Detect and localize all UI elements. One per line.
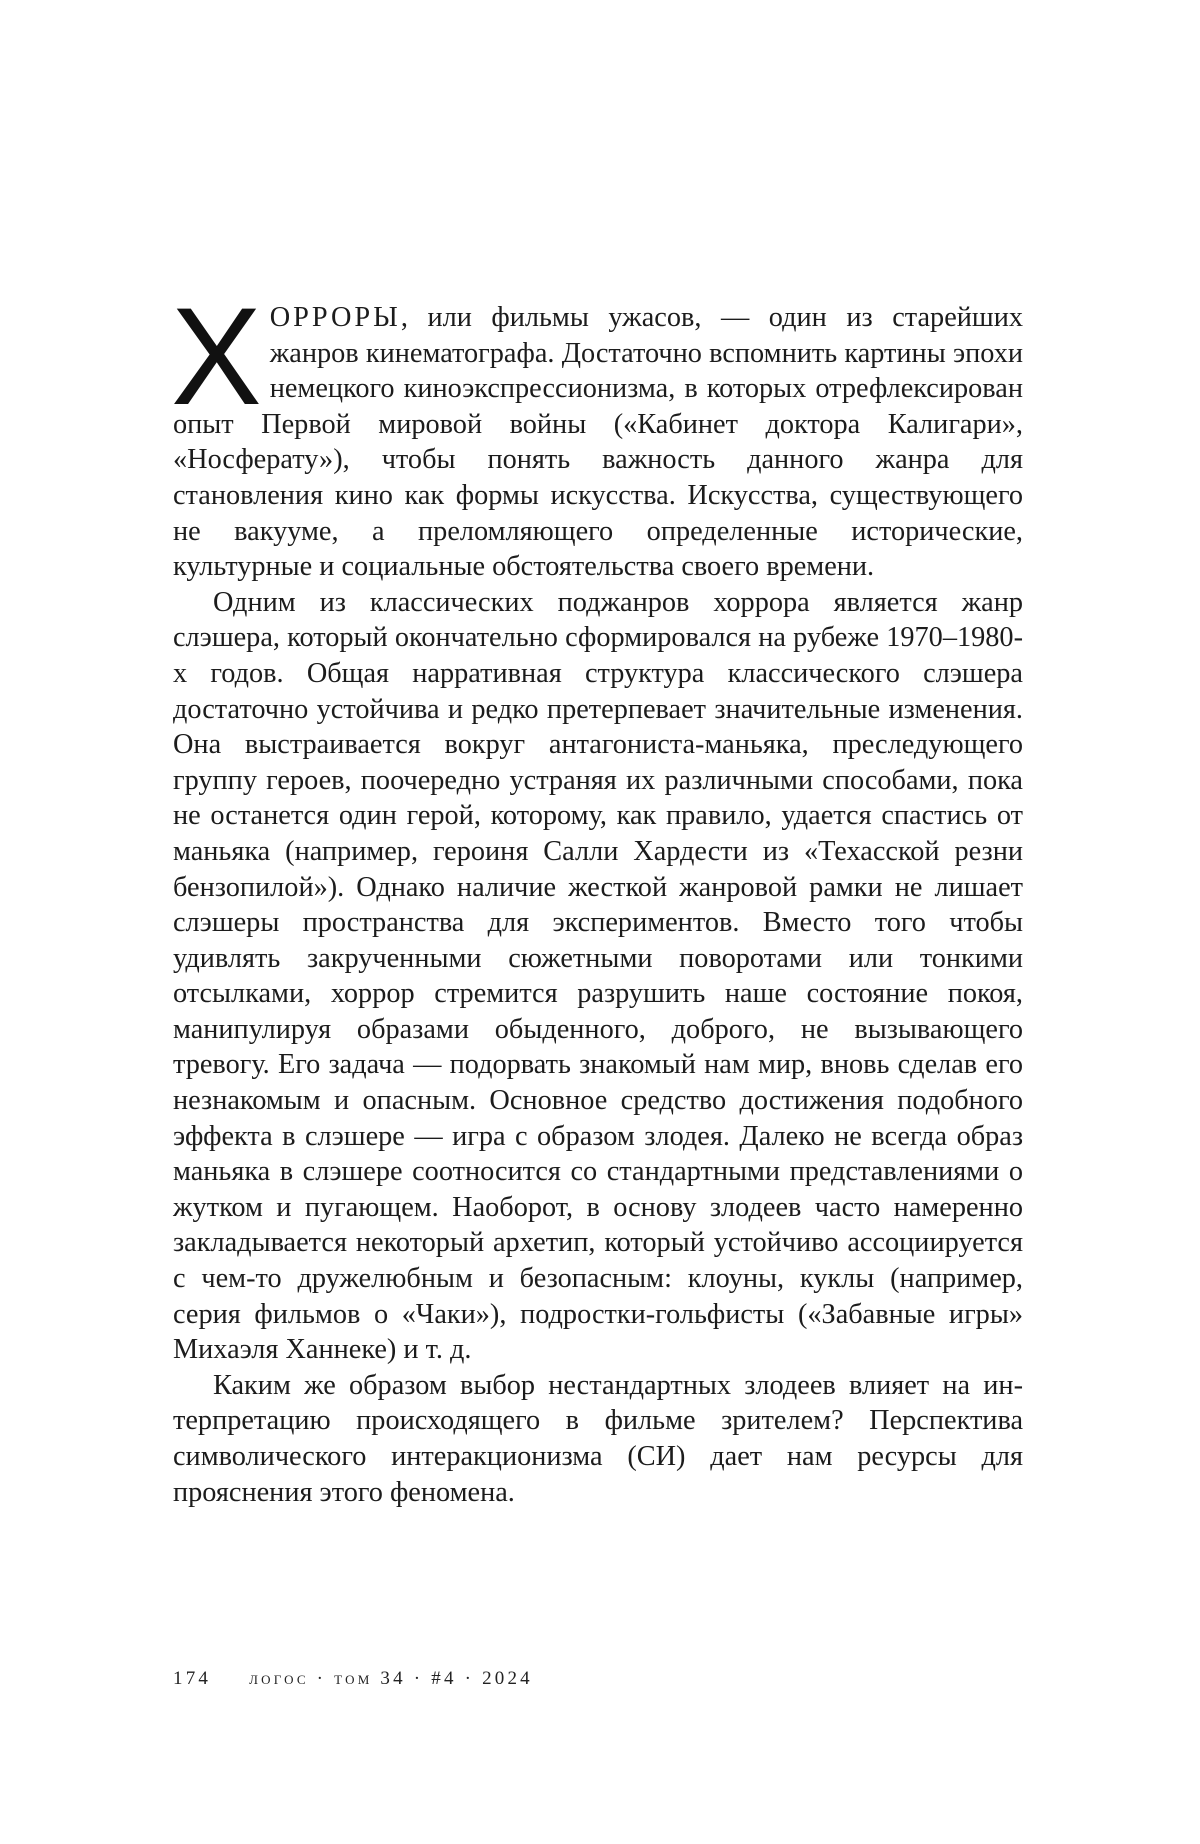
paragraph-3: Каким же образом выбор нестандартных злодеев влияет на интерпретацию происходящего в фильме зрителем? Перспектива символического интеракционизма (СИ) дает нам ресурсы для прояснения этого феномена. bbox=[173, 1369, 1023, 1508]
paragraph-1-text: , или фильмы ужасов, — один из старейших жанров кинематографа. Достаточно вспомнить картины эпохи немецкого киноэкспрессионизма, в которых отрефлексирован опыт Первой мировой войны («Кабинет доктора Калигари», «Носферату»), чтобы понять важность данного жанра для становления кино как формы искусства. Искусства, существующего не вакууме, а преломляющего определенные исторические, культурные и социальные обстоятельства своего времени. bbox=[173, 302, 1023, 583]
page-number: 174 bbox=[173, 1668, 212, 1689]
drop-cap-initial: Х bbox=[171, 278, 262, 434]
first-word-caps: ОРРОРЫ bbox=[269, 302, 401, 333]
running-head: логос · том 34 · #4 · 2024 bbox=[249, 1668, 533, 1689]
article-body bbox=[171, 278, 1023, 1510]
page-footer bbox=[173, 1668, 533, 1690]
paragraph-1 bbox=[171, 278, 1023, 585]
paragraph-2: Одним из классических поджанров хоррора является жанр слэшера, который окончательно сформировался на рубеже 1970–1980-х годов. Общая нарративная структура классического слэшера достаточно устойчива и редко претерпевает значительные изменения. Она выстраивается вокруг антагониста-маньяка, преследующего группу героев, поочередно устраняя их различными способами, пока не останется один герой, которому, как правило, удается спастись от маньяка (например, героиня Салли Хардести из «Техасской резни бензопилой»). Однако наличие жесткой жанровой рамки не лишает слэшеры пространства для экспериментов. Вместо того чтобы удивлять закрученными сюжетными поворотами или тонкими отсылками, хоррор стремится разрушить наше состояние покоя, манипулируя образами обыденного, доброго, не вызывающего тревогу. Его задача — подорвать знакомый нам мир, вновь сделав его незнакомым и опасным. Основное средство достижения подобного эффекта в слэшере — игра с образом злодея. Далеко не всегда образ маньяка в слэшере соотносится со стандартными представлениями о жутком и пугающем. Наоборот, в основу злодеев часто намеренно закладывается некоторый архетип, который устойчиво ассоциируется с чем-то дружелюбным и безопасным: клоуны, куклы (например, серия фильмов о «Чаки»), подростки-гольфисты («Забавные игры» Михаэля Ханнеке) и т. д. bbox=[173, 586, 1023, 1366]
